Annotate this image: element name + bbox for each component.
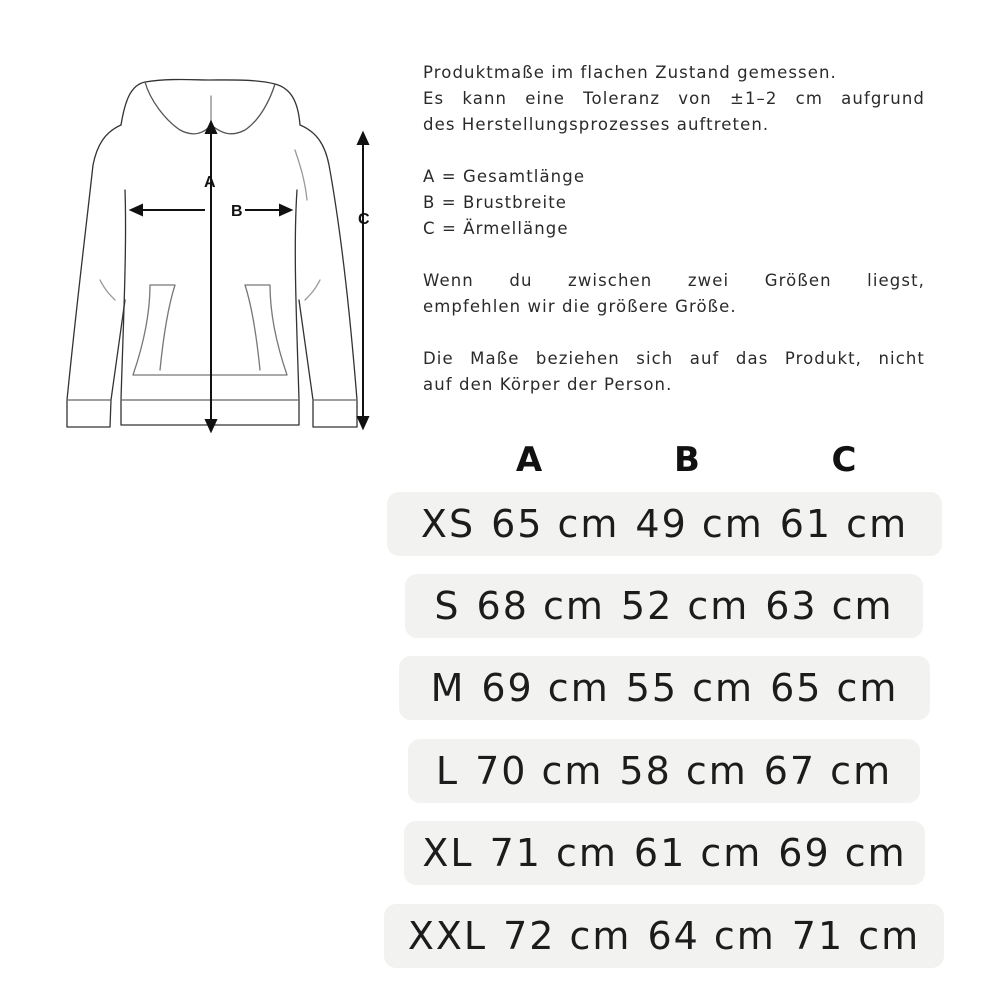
size-label: M (430, 666, 466, 710)
info-line: Die Maße beziehen sich auf das Produkt, nicht (423, 349, 925, 368)
measurement-note (423, 60, 925, 138)
value-a: 69 cm (481, 666, 610, 710)
size-label: L (435, 749, 460, 793)
value-c: 65 cm (770, 666, 899, 710)
info-line: Es kann eine Toleranz von ±1–2 cm aufgrund (423, 89, 925, 108)
info-line: Wenn du zwischen zwei Größen liegst, (423, 271, 925, 290)
value-a: 68 cm (476, 584, 605, 628)
hoodie-diagram (55, 70, 385, 440)
label-b: B (231, 203, 243, 220)
value-a: 65 cm (491, 502, 620, 546)
value-c: 61 cm (779, 502, 909, 546)
legend-b: B = Brustbreite (423, 193, 568, 212)
label-a: A (204, 174, 216, 191)
legend-a: A = Gesamtlänge (423, 167, 586, 186)
size-info-text (423, 60, 925, 424)
column-header-b: B (674, 440, 700, 480)
size-row-s (405, 574, 923, 638)
value-b: 49 cm (635, 502, 764, 546)
value-b: 52 cm (620, 584, 750, 628)
value-a: 70 cm (475, 749, 604, 793)
value-c: 63 cm (765, 584, 894, 628)
label-c: C (358, 211, 370, 228)
value-c: 67 cm (763, 749, 893, 793)
product-note (423, 346, 925, 398)
value-b: 61 cm (633, 831, 763, 875)
info-line: Produktmaße im flachen Zustand gemessen. (423, 63, 837, 82)
size-row-xs (387, 492, 942, 556)
size-label: S (434, 584, 461, 628)
size-label: XS (420, 502, 476, 546)
size-advice-note (423, 268, 925, 320)
size-label: XL (422, 831, 474, 875)
column-header-a: A (515, 440, 543, 480)
legend-note (423, 164, 925, 242)
value-b: 55 cm (625, 666, 755, 710)
info-line: empfehlen wir die größere Größe. (423, 297, 737, 316)
legend-c: C = Ärmellänge (423, 219, 569, 238)
size-row-m (399, 656, 930, 720)
value-c: 71 cm (791, 914, 921, 958)
value-b: 58 cm (619, 749, 748, 793)
info-line: auf den Körper der Person. (423, 375, 673, 394)
size-row-xl (404, 821, 925, 885)
size-label: XXL (407, 914, 488, 958)
value-a: 71 cm (489, 831, 618, 875)
info-line: des Herstellungsprozesses auftreten. (423, 115, 770, 134)
hoodie-illustration (55, 70, 385, 440)
value-a: 72 cm (503, 914, 632, 958)
value-b: 64 cm (647, 914, 776, 958)
size-row-l (408, 739, 920, 803)
column-header-c: C (831, 440, 857, 480)
value-c: 69 cm (778, 831, 907, 875)
size-row-xxl (384, 904, 944, 968)
